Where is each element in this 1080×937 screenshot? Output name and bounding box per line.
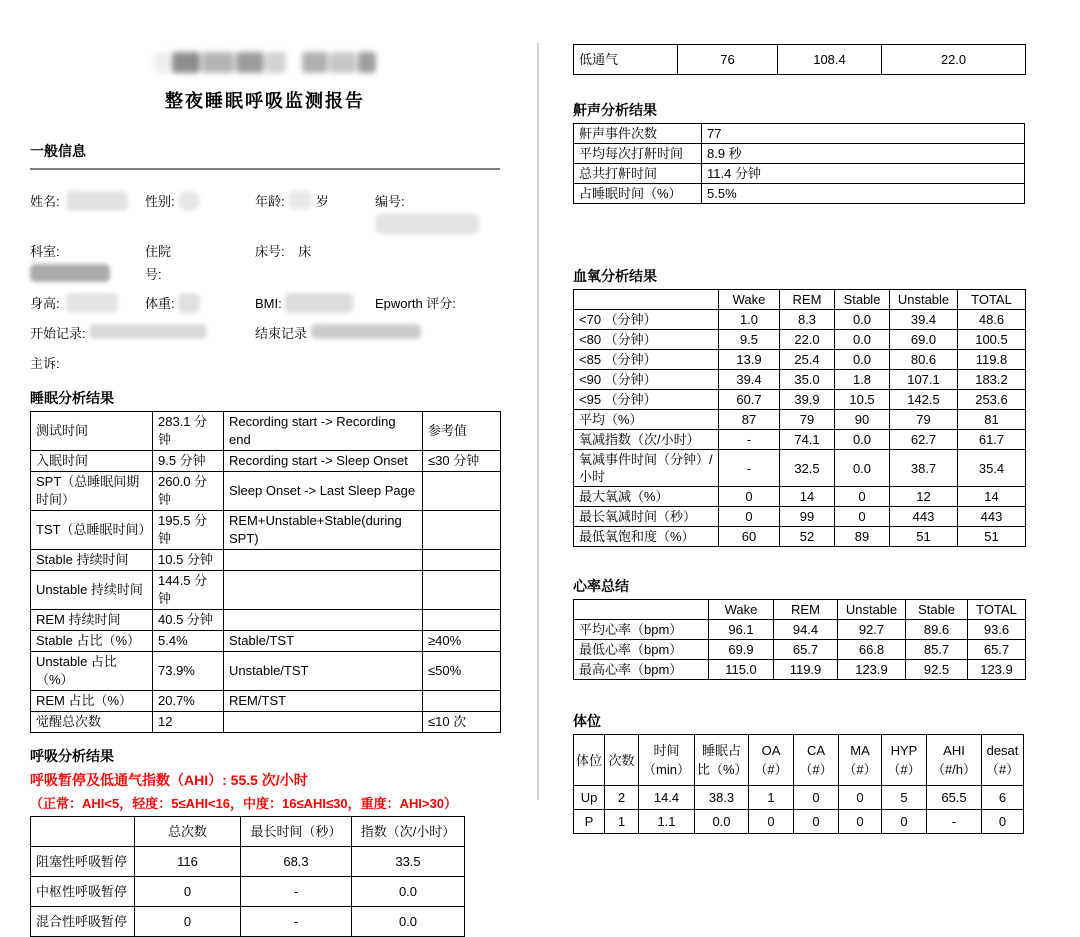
report-page-2 <box>573 0 1025 834</box>
table-cell: REM+Unstable+Stable(during SPT) <box>224 510 423 549</box>
table-cell <box>423 471 501 510</box>
table-row <box>31 609 501 630</box>
table-header-cell: Unstable <box>838 600 906 620</box>
table-cell: REM/TST <box>224 690 423 711</box>
table-cell: 1.0 <box>719 310 780 330</box>
table-cell: 65.7 <box>968 640 1026 660</box>
table-cell: 89.6 <box>906 620 968 640</box>
table-row <box>574 640 1026 660</box>
table-cell: 2 <box>605 786 639 810</box>
table-header-row <box>574 290 1026 310</box>
height-label: 身高: <box>30 296 60 312</box>
table-cell: <70 （分钟） <box>574 310 719 330</box>
apnea-table <box>30 816 465 937</box>
table-header-cell: Wake <box>709 600 774 620</box>
table-cell: 25.4 <box>780 350 835 370</box>
table-cell: 66.8 <box>838 640 906 660</box>
table-cell: 最低心率（bpm） <box>574 640 709 660</box>
table-row <box>574 184 1025 204</box>
table-cell: 0.0 <box>352 906 465 936</box>
record-end-redacted <box>311 324 421 339</box>
table-cell: 253.6 <box>958 390 1026 410</box>
table-cell: 40.5 分钟 <box>153 609 224 630</box>
table-row <box>31 630 501 651</box>
table-cell: 94.4 <box>774 620 838 640</box>
record-id-redacted <box>375 214 479 234</box>
table-cell: 62.7 <box>890 430 958 450</box>
table-header-cell: 睡眠占比（%） <box>695 735 749 786</box>
table-cell: Unstable 占比（%） <box>31 651 153 690</box>
table-cell: 48.6 <box>958 310 1026 330</box>
table-header-row <box>574 600 1026 620</box>
table-cell: 14 <box>780 487 835 507</box>
table-header-cell: AHI（#/h） <box>927 735 982 786</box>
table-cell: 144.5 分钟 <box>153 570 224 609</box>
table-row <box>574 45 1026 75</box>
table-cell <box>423 510 501 549</box>
sleep-analysis-table <box>30 411 501 733</box>
table-cell: 260.0 分钟 <box>153 471 224 510</box>
general-info-section <box>30 191 500 376</box>
table-cell: 65.5 <box>927 786 982 810</box>
table-cell: 0 <box>839 786 882 810</box>
table-cell: 76 <box>678 45 778 75</box>
epworth-label: Epworth 评分: <box>375 296 456 312</box>
table-cell: 0.0 <box>835 450 890 487</box>
age-unit: 岁 <box>315 194 329 209</box>
table-cell: 35.4 <box>958 450 1026 487</box>
table-cell: 283.1 分钟 <box>153 411 224 450</box>
table-cell: 38.3 <box>695 786 749 810</box>
table-cell: 入眠时间 <box>31 450 153 471</box>
table-cell: 69.9 <box>709 640 774 660</box>
table-row <box>574 370 1026 390</box>
table-cell: 92.5 <box>906 660 968 680</box>
table-cell: Up <box>574 786 605 810</box>
table-cell: REM 持续时间 <box>31 609 153 630</box>
table-cell: 5.5% <box>702 184 1025 204</box>
table-cell: - <box>927 810 982 834</box>
table-cell: 195.5 分钟 <box>153 510 224 549</box>
table-cell: 测试时间 <box>31 411 153 450</box>
table-cell: 10.5 <box>835 390 890 410</box>
record-id-label: 编号: <box>375 194 405 209</box>
table-header-cell: 指数（次/小时） <box>352 816 465 846</box>
table-cell: 20.7% <box>153 690 224 711</box>
table-cell: 60.7 <box>719 390 780 410</box>
table-cell: 0 <box>835 487 890 507</box>
table-cell: 13.9 <box>719 350 780 370</box>
table-cell: 119.9 <box>774 660 838 680</box>
info-row <box>30 323 500 346</box>
table-row <box>574 660 1026 680</box>
table-header-cell: Stable <box>906 600 968 620</box>
record-start-label: 开始记录: <box>30 326 86 341</box>
table-row <box>31 570 501 609</box>
table-cell: - <box>719 450 780 487</box>
table-cell: 5 <box>882 786 927 810</box>
table-cell: - <box>241 876 352 906</box>
table-cell: 81 <box>958 410 1026 430</box>
table-cell: ≤30 分钟 <box>423 450 501 471</box>
table-cell: 12 <box>153 711 224 732</box>
table-cell: Stable/TST <box>224 630 423 651</box>
table-row <box>574 507 1026 527</box>
table-cell: Recording start -> Sleep Onset <box>224 450 423 471</box>
table-cell: 最大氧减（%） <box>574 487 719 507</box>
table-cell <box>224 711 423 732</box>
patient-name-redacted <box>66 191 128 211</box>
table-row <box>31 690 501 711</box>
table-cell: 混合性呼吸暂停 <box>31 906 135 936</box>
table-cell: 0 <box>794 786 839 810</box>
table-header-cell <box>31 816 135 846</box>
table-cell: 10.5 分钟 <box>153 549 224 570</box>
table-cell: 65.7 <box>774 640 838 660</box>
page-divider <box>537 43 539 800</box>
table-header-row <box>31 816 465 846</box>
table-cell: 22.0 <box>882 45 1026 75</box>
table-cell: SPT（总睡眠间期时间） <box>31 471 153 510</box>
report-page-1 <box>30 0 500 937</box>
table-cell: 0 <box>835 507 890 527</box>
record-start-redacted <box>89 324 207 339</box>
table-cell: 12 <box>890 487 958 507</box>
table-cell: 22.0 <box>780 330 835 350</box>
table-cell: 总共打鼾时间 <box>574 164 702 184</box>
table-cell <box>423 690 501 711</box>
table-cell: - <box>719 430 780 450</box>
table-cell: 1 <box>605 810 639 834</box>
table-cell: Unstable 持续时间 <box>31 570 153 609</box>
table-row <box>31 549 501 570</box>
table-header-cell: Stable <box>835 290 890 310</box>
table-cell: 51 <box>958 527 1026 547</box>
table-cell <box>423 570 501 609</box>
table-cell: <85 （分钟） <box>574 350 719 370</box>
breath-analysis-heading: 呼吸分析结果 <box>30 747 114 764</box>
table-cell: 觉醒总次数 <box>31 711 153 732</box>
heart-rate-heading: 心率总结 <box>573 578 629 594</box>
table-header-cell: TOTAL <box>958 290 1026 310</box>
weight-label: 体重: <box>145 296 175 312</box>
table-cell: 99 <box>780 507 835 527</box>
table-cell: 最长氧减时间（秒） <box>574 507 719 527</box>
table-cell: 68.3 <box>241 846 352 876</box>
table-cell: 0.0 <box>352 876 465 906</box>
table-cell: 69.0 <box>890 330 958 350</box>
table-row <box>574 487 1026 507</box>
table-cell: 74.1 <box>780 430 835 450</box>
table-header-cell <box>574 290 719 310</box>
table-cell: 51 <box>890 527 958 547</box>
table-row <box>31 510 501 549</box>
table-cell: 0 <box>135 876 241 906</box>
table-cell <box>224 549 423 570</box>
table-row <box>574 350 1026 370</box>
table-row <box>574 390 1026 410</box>
table-cell: 107.1 <box>890 370 958 390</box>
table-cell: 0.0 <box>695 810 749 834</box>
table-cell: 5.4% <box>153 630 224 651</box>
table-header-row <box>574 735 1024 786</box>
table-header-cell <box>574 600 709 620</box>
table-cell: 183.2 <box>958 370 1026 390</box>
table-cell: 115.0 <box>709 660 774 680</box>
table-cell: 平均（%） <box>574 410 719 430</box>
table-cell: 93.6 <box>968 620 1026 640</box>
body-position-heading: 体位 <box>573 713 601 729</box>
table-cell: 参考值 <box>423 411 501 450</box>
table-cell: P <box>574 810 605 834</box>
weight-redacted <box>178 293 200 313</box>
table-cell: 低通气 <box>574 45 678 75</box>
table-row <box>574 527 1026 547</box>
table-cell <box>423 549 501 570</box>
table-cell: 0 <box>135 906 241 936</box>
table-cell: Stable 占比（%） <box>31 630 153 651</box>
table-cell: 38.7 <box>890 450 958 487</box>
table-cell: 0.0 <box>835 330 890 350</box>
table-header-cell: REM <box>774 600 838 620</box>
info-row <box>30 191 500 234</box>
age-label: 年龄: <box>255 194 285 209</box>
height-redacted <box>66 293 118 313</box>
table-cell: Sleep Onset -> Last Sleep Page <box>224 471 423 510</box>
ahi-value-line: 呼吸暂停及低通气指数（AHI）: 55.5 次/小时 <box>30 771 308 788</box>
table-cell: <95 （分钟） <box>574 390 719 410</box>
table-header-cell: REM <box>780 290 835 310</box>
name-label: 姓名: <box>30 194 60 209</box>
table-cell: 0.0 <box>835 310 890 330</box>
table-cell: 116 <box>135 846 241 876</box>
table-header-cell: 最长时间（秒） <box>241 816 352 846</box>
table-cell: 6 <box>982 786 1024 810</box>
table-cell: 119.8 <box>958 350 1026 370</box>
table-cell: 108.4 <box>778 45 882 75</box>
bmi-redacted <box>285 293 353 313</box>
table-cell: 142.5 <box>890 390 958 410</box>
table-header-cell: desat（#） <box>982 735 1024 786</box>
table-cell: 73.9% <box>153 651 224 690</box>
table-header-cell: 次数 <box>605 735 639 786</box>
table-cell: 氧减事件时间（分钟）/小时 <box>574 450 719 487</box>
info-row <box>30 353 500 376</box>
table-cell: 61.7 <box>958 430 1026 450</box>
hospital-name-redacted <box>30 50 500 74</box>
table-cell: 占睡眠时间（%） <box>574 184 702 204</box>
gender-label: 性别: <box>145 194 175 209</box>
table-header-cell: 时间（min） <box>639 735 695 786</box>
table-cell: 平均心率（bpm） <box>574 620 709 640</box>
snore-analysis-heading: 鼾声分析结果 <box>573 102 657 118</box>
table-row <box>31 411 501 450</box>
table-cell: 9.5 分钟 <box>153 450 224 471</box>
table-row <box>574 124 1025 144</box>
table-cell: 52 <box>780 527 835 547</box>
table-cell: 14.4 <box>639 786 695 810</box>
sleep-analysis-heading: 睡眠分析结果 <box>30 389 114 406</box>
table-cell: 11.4 分钟 <box>702 164 1025 184</box>
table-header-cell: Unstable <box>890 290 958 310</box>
table-header-cell: CA（#） <box>794 735 839 786</box>
table-row <box>574 430 1026 450</box>
table-cell: 0 <box>882 810 927 834</box>
table-cell: 14 <box>958 487 1026 507</box>
table-cell: 80.6 <box>890 350 958 370</box>
table-row <box>574 144 1025 164</box>
section-rule <box>30 168 500 170</box>
table-cell <box>423 609 501 630</box>
table-row <box>574 450 1026 487</box>
info-row <box>30 241 500 287</box>
info-row <box>30 293 500 316</box>
table-cell: 100.5 <box>958 330 1026 350</box>
table-cell: 平均每次打鼾时间 <box>574 144 702 164</box>
table-row <box>31 711 501 732</box>
table-cell: 33.5 <box>352 846 465 876</box>
table-cell: 123.9 <box>968 660 1026 680</box>
hypopnea-table <box>573 44 1026 75</box>
spo2-table <box>573 289 1026 547</box>
chief-complaint-label: 主诉: <box>30 355 60 371</box>
table-cell: 90 <box>835 410 890 430</box>
table-row <box>574 310 1026 330</box>
age-redacted <box>288 191 312 209</box>
gender-redacted <box>178 191 200 211</box>
table-cell: 96.1 <box>709 620 774 640</box>
table-cell: 35.0 <box>780 370 835 390</box>
table-cell: <90 （分钟） <box>574 370 719 390</box>
table-cell: 9.5 <box>719 330 780 350</box>
table-cell: 92.7 <box>838 620 906 640</box>
table-row <box>574 810 1024 834</box>
table-cell: 443 <box>958 507 1026 527</box>
table-cell: 39.4 <box>719 370 780 390</box>
table-cell: 阻塞性呼吸暂停 <box>31 846 135 876</box>
table-header-cell: Wake <box>719 290 780 310</box>
table-cell: 79 <box>780 410 835 430</box>
table-cell: 79 <box>890 410 958 430</box>
table-cell: 1.8 <box>835 370 890 390</box>
table-cell: 最高心率（bpm） <box>574 660 709 680</box>
table-cell: 39.9 <box>780 390 835 410</box>
table-cell: ≤10 次 <box>423 711 501 732</box>
body-position-table <box>573 734 1024 834</box>
table-cell: 8.3 <box>780 310 835 330</box>
table-header-cell: HYP（#） <box>882 735 927 786</box>
table-cell: 0.0 <box>835 350 890 370</box>
table-row <box>31 450 501 471</box>
table-cell: 最低氧饱和度（%） <box>574 527 719 547</box>
snore-table <box>573 123 1025 204</box>
table-cell <box>224 570 423 609</box>
table-cell: REM 占比（%） <box>31 690 153 711</box>
table-cell: 123.9 <box>838 660 906 680</box>
table-row <box>31 906 465 936</box>
table-cell: 39.4 <box>890 310 958 330</box>
record-end-label: 结束记录 <box>255 326 308 341</box>
bmi-label: BMI: <box>255 296 282 312</box>
table-cell: 77 <box>702 124 1025 144</box>
table-cell: TST（总睡眠时间） <box>31 510 153 549</box>
table-cell: - <box>241 906 352 936</box>
spo2-analysis-heading: 血氧分析结果 <box>573 268 657 284</box>
table-cell: 87 <box>719 410 780 430</box>
general-info-heading: 一般信息 <box>30 143 86 159</box>
table-cell: 0 <box>719 507 780 527</box>
department-label: 科室: <box>30 243 60 259</box>
table-cell: Stable 持续时间 <box>31 549 153 570</box>
table-cell: 32.5 <box>780 450 835 487</box>
table-cell: 443 <box>890 507 958 527</box>
table-cell: 1 <box>749 786 794 810</box>
table-row <box>574 620 1026 640</box>
table-cell: 鼾声事件次数 <box>574 124 702 144</box>
bed-number-label: 床号: <box>255 243 285 259</box>
admission-number-label: 住院号: <box>145 243 172 282</box>
table-row <box>574 410 1026 430</box>
table-cell <box>224 609 423 630</box>
table-row <box>574 164 1025 184</box>
table-cell: 中枢性呼吸暂停 <box>31 876 135 906</box>
table-row <box>574 786 1024 810</box>
table-row <box>574 330 1026 350</box>
table-cell: 89 <box>835 527 890 547</box>
report-title: 整夜睡眠呼吸监测报告 <box>165 91 365 111</box>
table-cell: 0 <box>749 810 794 834</box>
table-row <box>31 471 501 510</box>
table-cell: 8.9 秒 <box>702 144 1025 164</box>
table-header-cell: TOTAL <box>968 600 1026 620</box>
table-row <box>31 876 465 906</box>
table-header-cell: 体位 <box>574 735 605 786</box>
heart-rate-table <box>573 599 1026 680</box>
table-cell: 0 <box>839 810 882 834</box>
table-cell: Unstable/TST <box>224 651 423 690</box>
table-cell: ≤50% <box>423 651 501 690</box>
table-cell: 0 <box>982 810 1024 834</box>
table-cell: Recording start -> Recording end <box>224 411 423 450</box>
table-header-cell: OA（#） <box>749 735 794 786</box>
table-cell: 氧减指数（次/小时） <box>574 430 719 450</box>
table-cell: <80 （分钟） <box>574 330 719 350</box>
table-cell: 1.1 <box>639 810 695 834</box>
table-cell: ≥40% <box>423 630 501 651</box>
department-redacted <box>30 264 110 282</box>
table-row <box>31 651 501 690</box>
table-cell: 0 <box>794 810 839 834</box>
table-cell: 60 <box>719 527 780 547</box>
table-cell: 0 <box>719 487 780 507</box>
table-header-cell: 总次数 <box>135 816 241 846</box>
bed-unit: 床 <box>298 243 312 259</box>
table-cell: 0.0 <box>835 430 890 450</box>
table-header-cell: MA（#） <box>839 735 882 786</box>
table-cell: 85.7 <box>906 640 968 660</box>
ahi-reference-line: （正常：AHI<5，轻度：5≤AHI<16，中度：16≤AHI≤30，重度：AHI>30） <box>30 795 458 811</box>
